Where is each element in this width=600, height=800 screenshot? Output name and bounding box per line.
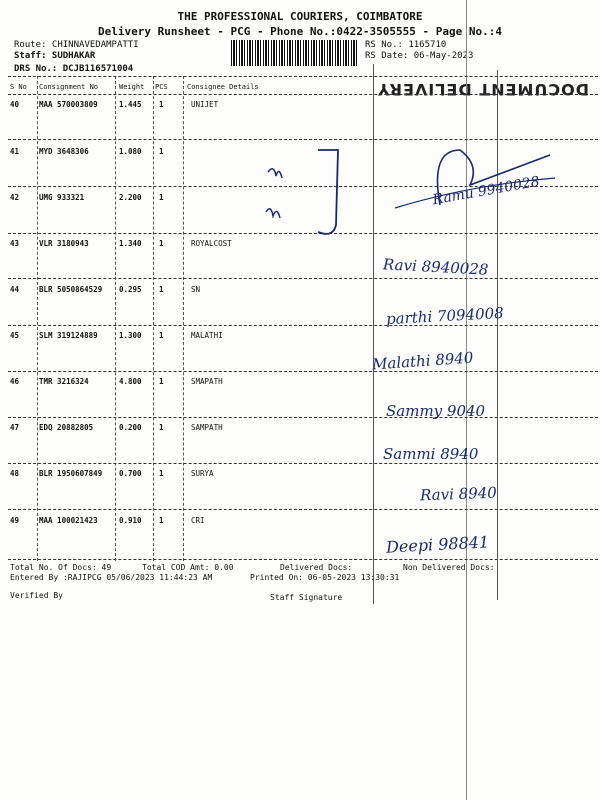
handwritten-note: Ramu 9940028 xyxy=(431,173,541,209)
row-sno: 46 xyxy=(10,377,20,386)
row-consignment: EDQ 20882805 xyxy=(39,423,94,432)
row-consignee: UNIJET xyxy=(191,100,219,109)
row-weight: 4.800 xyxy=(119,377,142,386)
handwritten-mark xyxy=(266,169,282,218)
verified-by: Verified By xyxy=(10,591,63,600)
row-consignee: SAMPATH xyxy=(191,423,223,432)
row-sno: 40 xyxy=(10,100,20,109)
company-title: THE PROFESSIONAL COURIERS, COIMBATORE xyxy=(177,10,423,23)
row-consignee: SN xyxy=(191,285,201,294)
row-weight: 0.200 xyxy=(119,423,142,432)
row-pcs: 1 xyxy=(159,193,164,202)
row-weight: 0.700 xyxy=(119,469,142,478)
row-pcs: 1 xyxy=(159,239,164,248)
row-weight: 1.445 xyxy=(119,100,142,109)
row-sno: 48 xyxy=(10,469,20,478)
row-consignment: MYD 3648306 xyxy=(39,147,89,156)
rs-number: RS No.: 1165710 xyxy=(365,40,447,50)
row-sno: 44 xyxy=(10,285,20,294)
row-weight: 0.295 xyxy=(119,285,142,294)
col-sno: S No xyxy=(10,83,27,91)
non-delivered-docs: Non Delivered Docs: xyxy=(403,563,495,572)
row-consignee: SURYA xyxy=(191,469,214,478)
handwritten-note: Ravi 8940 xyxy=(419,483,498,505)
row-weight: 0.910 xyxy=(119,516,142,525)
total-cod: Total COD Amt: 0.00 xyxy=(142,563,234,572)
row-pcs: 1 xyxy=(159,285,164,294)
row-sno: 49 xyxy=(10,516,20,525)
route-label: Route: CHINNAVEDAMPATTI xyxy=(14,40,139,50)
row-consignee: MALATHI xyxy=(191,331,223,340)
row-consignee: CRI xyxy=(191,516,205,525)
printed-on: Printed On: 06-05-2023 13:30:31 xyxy=(250,573,400,582)
col-consignee: Consignee Details xyxy=(187,83,259,91)
row-consignee: SMAPATH xyxy=(191,377,223,386)
rs-date: RS Date: 06-May-2023 xyxy=(365,51,474,61)
row-consignment: BLR 1950607849 xyxy=(39,469,103,478)
staff-signature: Staff Signature xyxy=(270,593,343,602)
runsheet-subtitle: Delivery Runsheet - PCG - Phone No.:0422-3505555 - Page No.:4 xyxy=(98,25,502,38)
handwritten-bracket xyxy=(318,150,338,234)
row-consignment: TMR 3216324 xyxy=(39,377,89,386)
row-pcs: 1 xyxy=(159,469,164,478)
col-pcs: PCS xyxy=(155,83,168,91)
row-pcs: 1 xyxy=(159,516,164,525)
drs-number: DRS No.: DCJB116571004 xyxy=(14,64,134,74)
delivered-docs: Delivered Docs: xyxy=(280,563,353,572)
row-pcs: 1 xyxy=(159,377,164,386)
handwritten-note: parthi 7094008 xyxy=(385,303,505,329)
row-sno: 43 xyxy=(10,239,20,248)
row-sno: 47 xyxy=(10,423,20,432)
row-consignment: UMG 933321 xyxy=(39,193,85,202)
row-sno: 41 xyxy=(10,147,20,156)
document-delivery-stamp: DOCUMENT DELIVERY xyxy=(377,80,590,99)
entered-by: Entered By :RAJIPCG 05/06/2023 11:44:23 AM xyxy=(10,573,213,582)
handwritten-note: Deepi 98841 xyxy=(385,532,490,557)
row-consignment: MAA 570003809 xyxy=(39,100,98,109)
row-consignment: MAA 100021423 xyxy=(39,516,98,525)
row-consignment: BLR 5050864529 xyxy=(39,285,103,294)
row-pcs: 1 xyxy=(159,331,164,340)
row-pcs: 1 xyxy=(159,423,164,432)
row-consignee: ROYALCOST xyxy=(191,239,232,248)
handwritten-note: Malathi 8940 xyxy=(371,348,474,374)
handwritten-note: Sammi 8940 xyxy=(383,445,479,463)
total-docs: Total No. Of Docs: 49 xyxy=(10,563,112,572)
row-pcs: 1 xyxy=(159,147,164,156)
row-consignment: VLR 3180943 xyxy=(39,239,89,248)
row-weight: 1.300 xyxy=(119,331,142,340)
col-consignment: Consignment No xyxy=(39,83,99,91)
staff-label: Staff: SUDHAKAR xyxy=(14,51,96,61)
handwritten-note: Ravi 8940028 xyxy=(382,255,489,279)
row-weight: 1.340 xyxy=(119,239,142,248)
row-weight: 1.080 xyxy=(119,147,142,156)
handwritten-note: Sammy 9040 xyxy=(386,402,486,420)
row-sno: 45 xyxy=(10,331,20,340)
row-sno: 42 xyxy=(10,193,20,202)
row-pcs: 1 xyxy=(159,100,164,109)
row-weight: 2.200 xyxy=(119,193,142,202)
row-consignment: SLM 319124889 xyxy=(39,331,98,340)
col-weight: Weight xyxy=(119,83,145,91)
